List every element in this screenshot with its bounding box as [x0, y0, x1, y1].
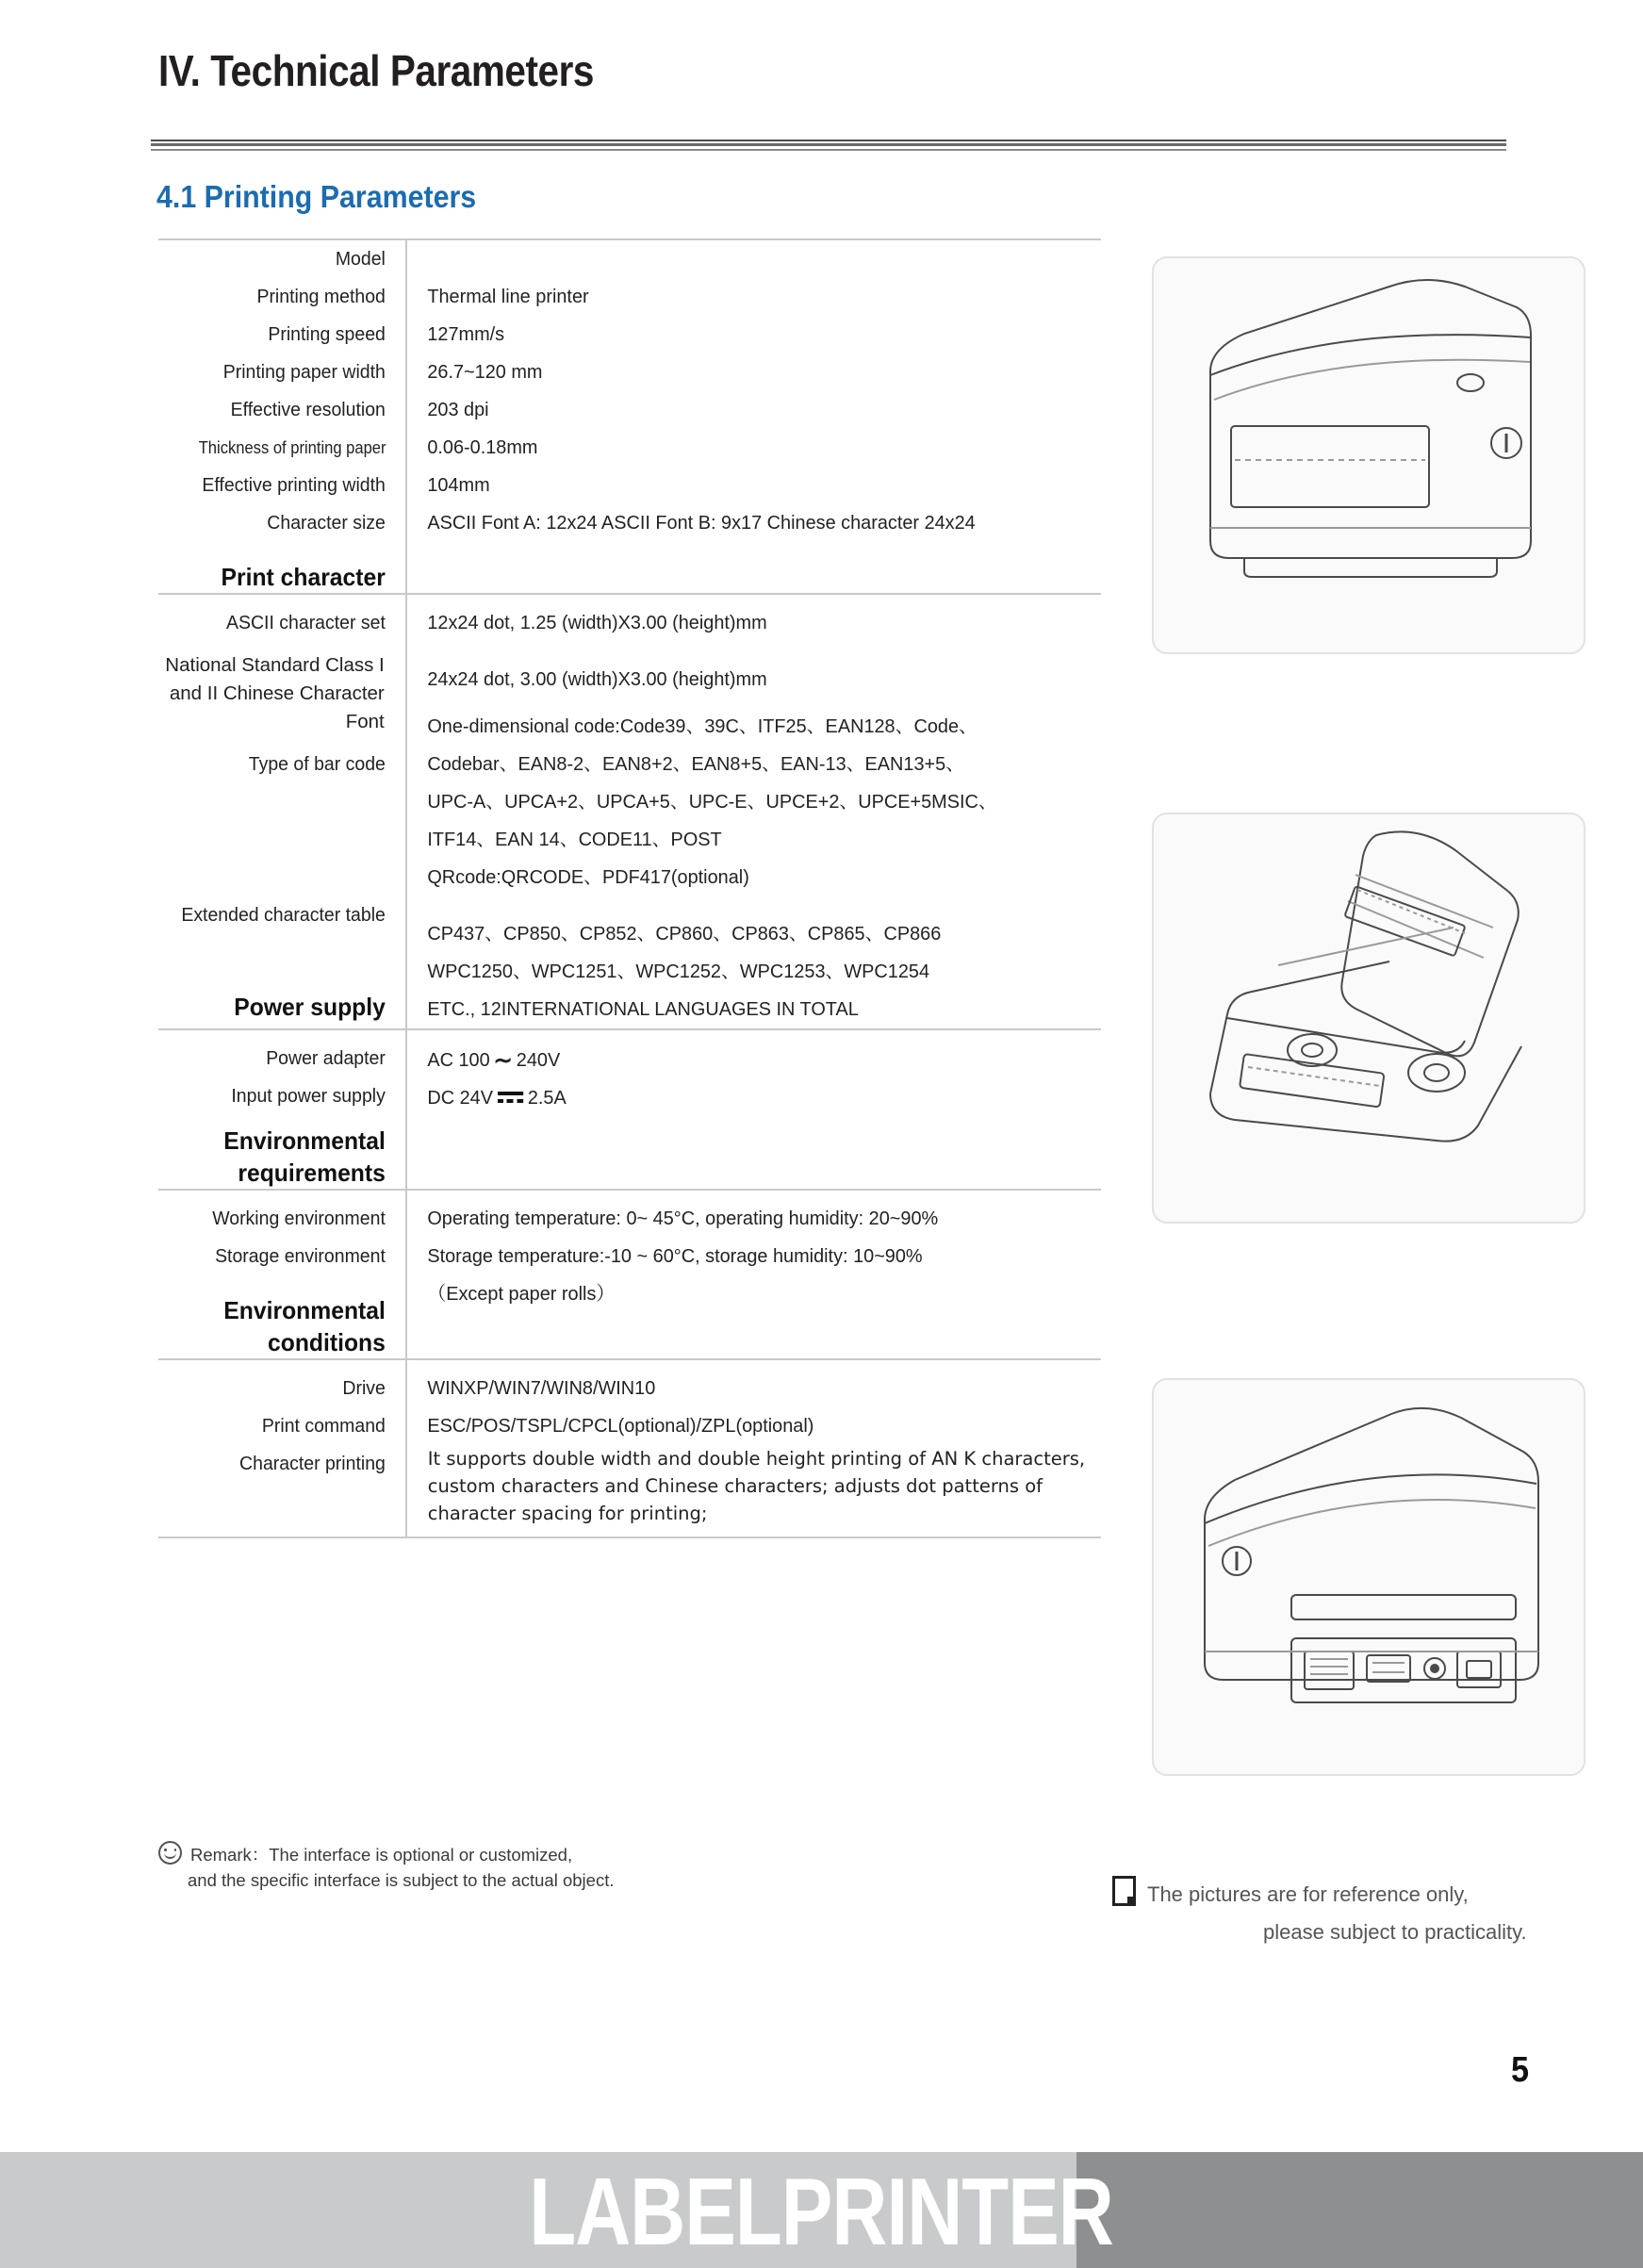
value-printing-speed: 127mm/s — [427, 323, 504, 345]
value-ascii-character-set: 12x24 dot, 1.25 (width)X3.00 (height)mm — [427, 612, 767, 633]
smiley-face-icon — [158, 1841, 182, 1865]
table-row — [158, 467, 1101, 504]
remark-line-1: Remark：The interface is optional or customized, — [190, 1845, 573, 1865]
value-effective-resolution: 203 dpi — [427, 399, 489, 420]
row-value-cell — [406, 1029, 1101, 1190]
row-value-cell — [406, 1190, 1101, 1359]
footer-brand-label: LABEL — [529, 2159, 782, 2266]
footer-banner — [0, 2152, 1643, 2268]
value-printing-method: Thermal line printer — [427, 286, 589, 307]
divider-line-3 — [151, 149, 1506, 151]
row-label-cell — [158, 353, 406, 391]
picture-note-line-1: The pictures are for reference only, — [1147, 1882, 1469, 1906]
value-barcode-line-4: ITF14、EAN 14、CODE11、POST — [427, 829, 722, 850]
label-printing-paper-width: Printing paper width — [222, 361, 386, 383]
row-value-cell — [406, 429, 1101, 467]
value-drive: WINXP/WIN7/WIN8/WIN10 — [427, 1377, 656, 1399]
row-label-cell — [158, 239, 406, 278]
value-national-standard-font: 24x24 dot, 3.00 (width)X3.00 (height)mm — [427, 668, 767, 690]
value-environment-note: （Except paper rolls） — [427, 1283, 616, 1305]
label-storage-environment: Storage environment — [215, 1245, 386, 1267]
divider-line-2 — [151, 143, 1506, 146]
value-extended-line-1: CP437、CP850、CP852、CP860、CP863、CP865、CP866 — [427, 923, 942, 945]
row-label-cell — [158, 1029, 406, 1190]
remark-note — [158, 1841, 875, 1893]
value-printing-paper-width: 26.7~120 mm — [427, 361, 543, 383]
label-character-size: Character size — [267, 512, 386, 534]
row-value-cell — [406, 1359, 1101, 1537]
label-drive: Drive — [342, 1377, 386, 1399]
row-label-cell — [158, 594, 406, 1029]
group-environmental-requirements: Environmental requirements — [223, 1126, 386, 1187]
spec-table — [158, 238, 1101, 1538]
table-row — [158, 316, 1101, 353]
row-label-cell — [158, 278, 406, 316]
label-power-adapter: Power adapter — [266, 1047, 386, 1069]
page-number: 5 — [1510, 2050, 1529, 2090]
table-row — [158, 391, 1101, 429]
printer-illustration-front-closed — [1152, 256, 1585, 654]
book-icon — [1112, 1876, 1136, 1906]
title-divider — [151, 140, 1506, 153]
dc-suffix: 2.5A — [527, 1087, 567, 1109]
footer-brand — [530, 2158, 1114, 2268]
printer-illustration-rear-ports — [1152, 1378, 1585, 1776]
table-row — [158, 353, 1101, 391]
value-character-size: ASCII Font A: 12x24 ASCII Font B: 9x17 Chinese character 24x24 — [427, 512, 976, 534]
row-value-cell — [406, 467, 1101, 504]
row-label-cell — [158, 467, 406, 504]
value-extended-line-3: ETC., 12INTERNATIONAL LANGUAGES IN TOTAL — [427, 998, 859, 1020]
label-extended-character-table: Extended character table — [181, 904, 386, 926]
row-label-cell — [158, 391, 406, 429]
value-effective-printing-width: 104mm — [427, 474, 490, 496]
row-label-cell — [158, 316, 406, 353]
table-row — [158, 594, 1101, 1029]
label-printing-method: Printing method — [256, 286, 386, 307]
row-value-cell — [406, 239, 1101, 278]
footer-brand-text — [0, 2152, 1643, 2268]
ac-suffix: 240V — [516, 1049, 560, 1071]
table-row — [158, 239, 1101, 278]
value-barcode-line-2: Codebar、EAN8-2、EAN8+2、EAN8+5、EAN-13、EAN13+5、 — [427, 753, 964, 775]
label-national-standard-font: National Standard Class I and II Chinese Character Font — [165, 654, 385, 732]
table-row — [158, 429, 1101, 467]
row-value-cell — [406, 353, 1101, 391]
group-power-supply: Power supply — [234, 993, 386, 1021]
value-paper-thickness: 0.06-0.18mm — [427, 436, 538, 458]
value-storage-environment: Storage temperature:-10 ~ 60°C, storage humidity: 10~90% — [427, 1245, 923, 1267]
value-print-command: ESC/POS/TSPL/CPCL(optional)/ZPL(optional) — [427, 1415, 814, 1437]
label-printing-speed: Printing speed — [268, 323, 386, 345]
label-paper-thickness: Thickness of printing paper — [198, 438, 386, 457]
value-barcode-line-5: QRcode:QRCODE、PDF417(optional) — [427, 866, 749, 888]
row-label-cell — [158, 429, 406, 467]
value-barcode-line-3: UPC-A、UPCA+2、UPCA+5、UPC-E、UPCE+2、UPCE+5MSIC、 — [427, 791, 997, 813]
table-row — [158, 1029, 1101, 1190]
row-label-cell — [158, 504, 406, 594]
dc-prefix: DC 24V — [427, 1087, 493, 1109]
value-barcode-line-1: One-dimensional code:Code39、39C、ITF25、EAN128、Code、 — [427, 715, 978, 737]
dc-current-icon — [498, 1092, 523, 1105]
group-environmental-conditions: Environmental conditions — [223, 1296, 386, 1356]
label-input-power-supply: Input power supply — [231, 1085, 386, 1107]
row-value-cell — [406, 504, 1101, 594]
row-label-cell — [158, 1359, 406, 1537]
row-value-cell — [406, 594, 1101, 1029]
ac-prefix: AC 100 — [427, 1049, 490, 1071]
row-value-cell — [406, 316, 1101, 353]
divider-line-1 — [151, 140, 1506, 141]
label-effective-printing-width: Effective printing width — [202, 474, 386, 496]
value-power-adapter — [407, 1040, 1080, 1079]
table-row — [158, 504, 1101, 594]
label-effective-resolution: Effective resolution — [230, 399, 386, 420]
ac-wave-icon: ∼ — [493, 1047, 513, 1074]
row-value-cell — [406, 278, 1101, 316]
table-row — [158, 278, 1101, 316]
label-working-environment: Working environment — [212, 1208, 386, 1229]
value-input-power-supply — [407, 1079, 1080, 1117]
row-value-cell — [406, 391, 1101, 429]
label-model: Model — [335, 248, 386, 270]
remark-line-2: and the specific interface is subject to the actual object. — [188, 1870, 615, 1890]
label-print-command: Print command — [261, 1415, 386, 1437]
group-print-character: Print character — [221, 563, 386, 591]
value-character-printing: It supports double width and double height printing of AN K characters, custom characters and Chinese characters; adjusts dot patterns of character spacing for printing; — [427, 1448, 1086, 1524]
picture-disclaimer — [1112, 1876, 1602, 1951]
row-label-cell — [158, 1190, 406, 1359]
label-character-printing: Character printing — [239, 1453, 386, 1474]
footer-brand-printer: PRINTER — [781, 2159, 1114, 2266]
label-ascii-character-set: ASCII character set — [226, 612, 386, 633]
printer-illustration-open-lid — [1152, 813, 1585, 1224]
section-title: 4.1 Printing Parameters — [156, 179, 477, 214]
page-title: IV. Technical Parameters — [158, 46, 594, 95]
label-type-of-bar-code: Type of bar code — [248, 753, 386, 775]
value-extended-line-2: WPC1250、WPC1251、WPC1252、WPC1253、WPC1254 — [427, 961, 929, 982]
table-row — [158, 1359, 1101, 1537]
value-working-environment: Operating temperature: 0~ 45°C, operating humidity: 20~90% — [427, 1208, 938, 1229]
table-row — [158, 1190, 1101, 1359]
picture-note-line-2: please subject to practicality. — [1263, 1920, 1527, 1944]
